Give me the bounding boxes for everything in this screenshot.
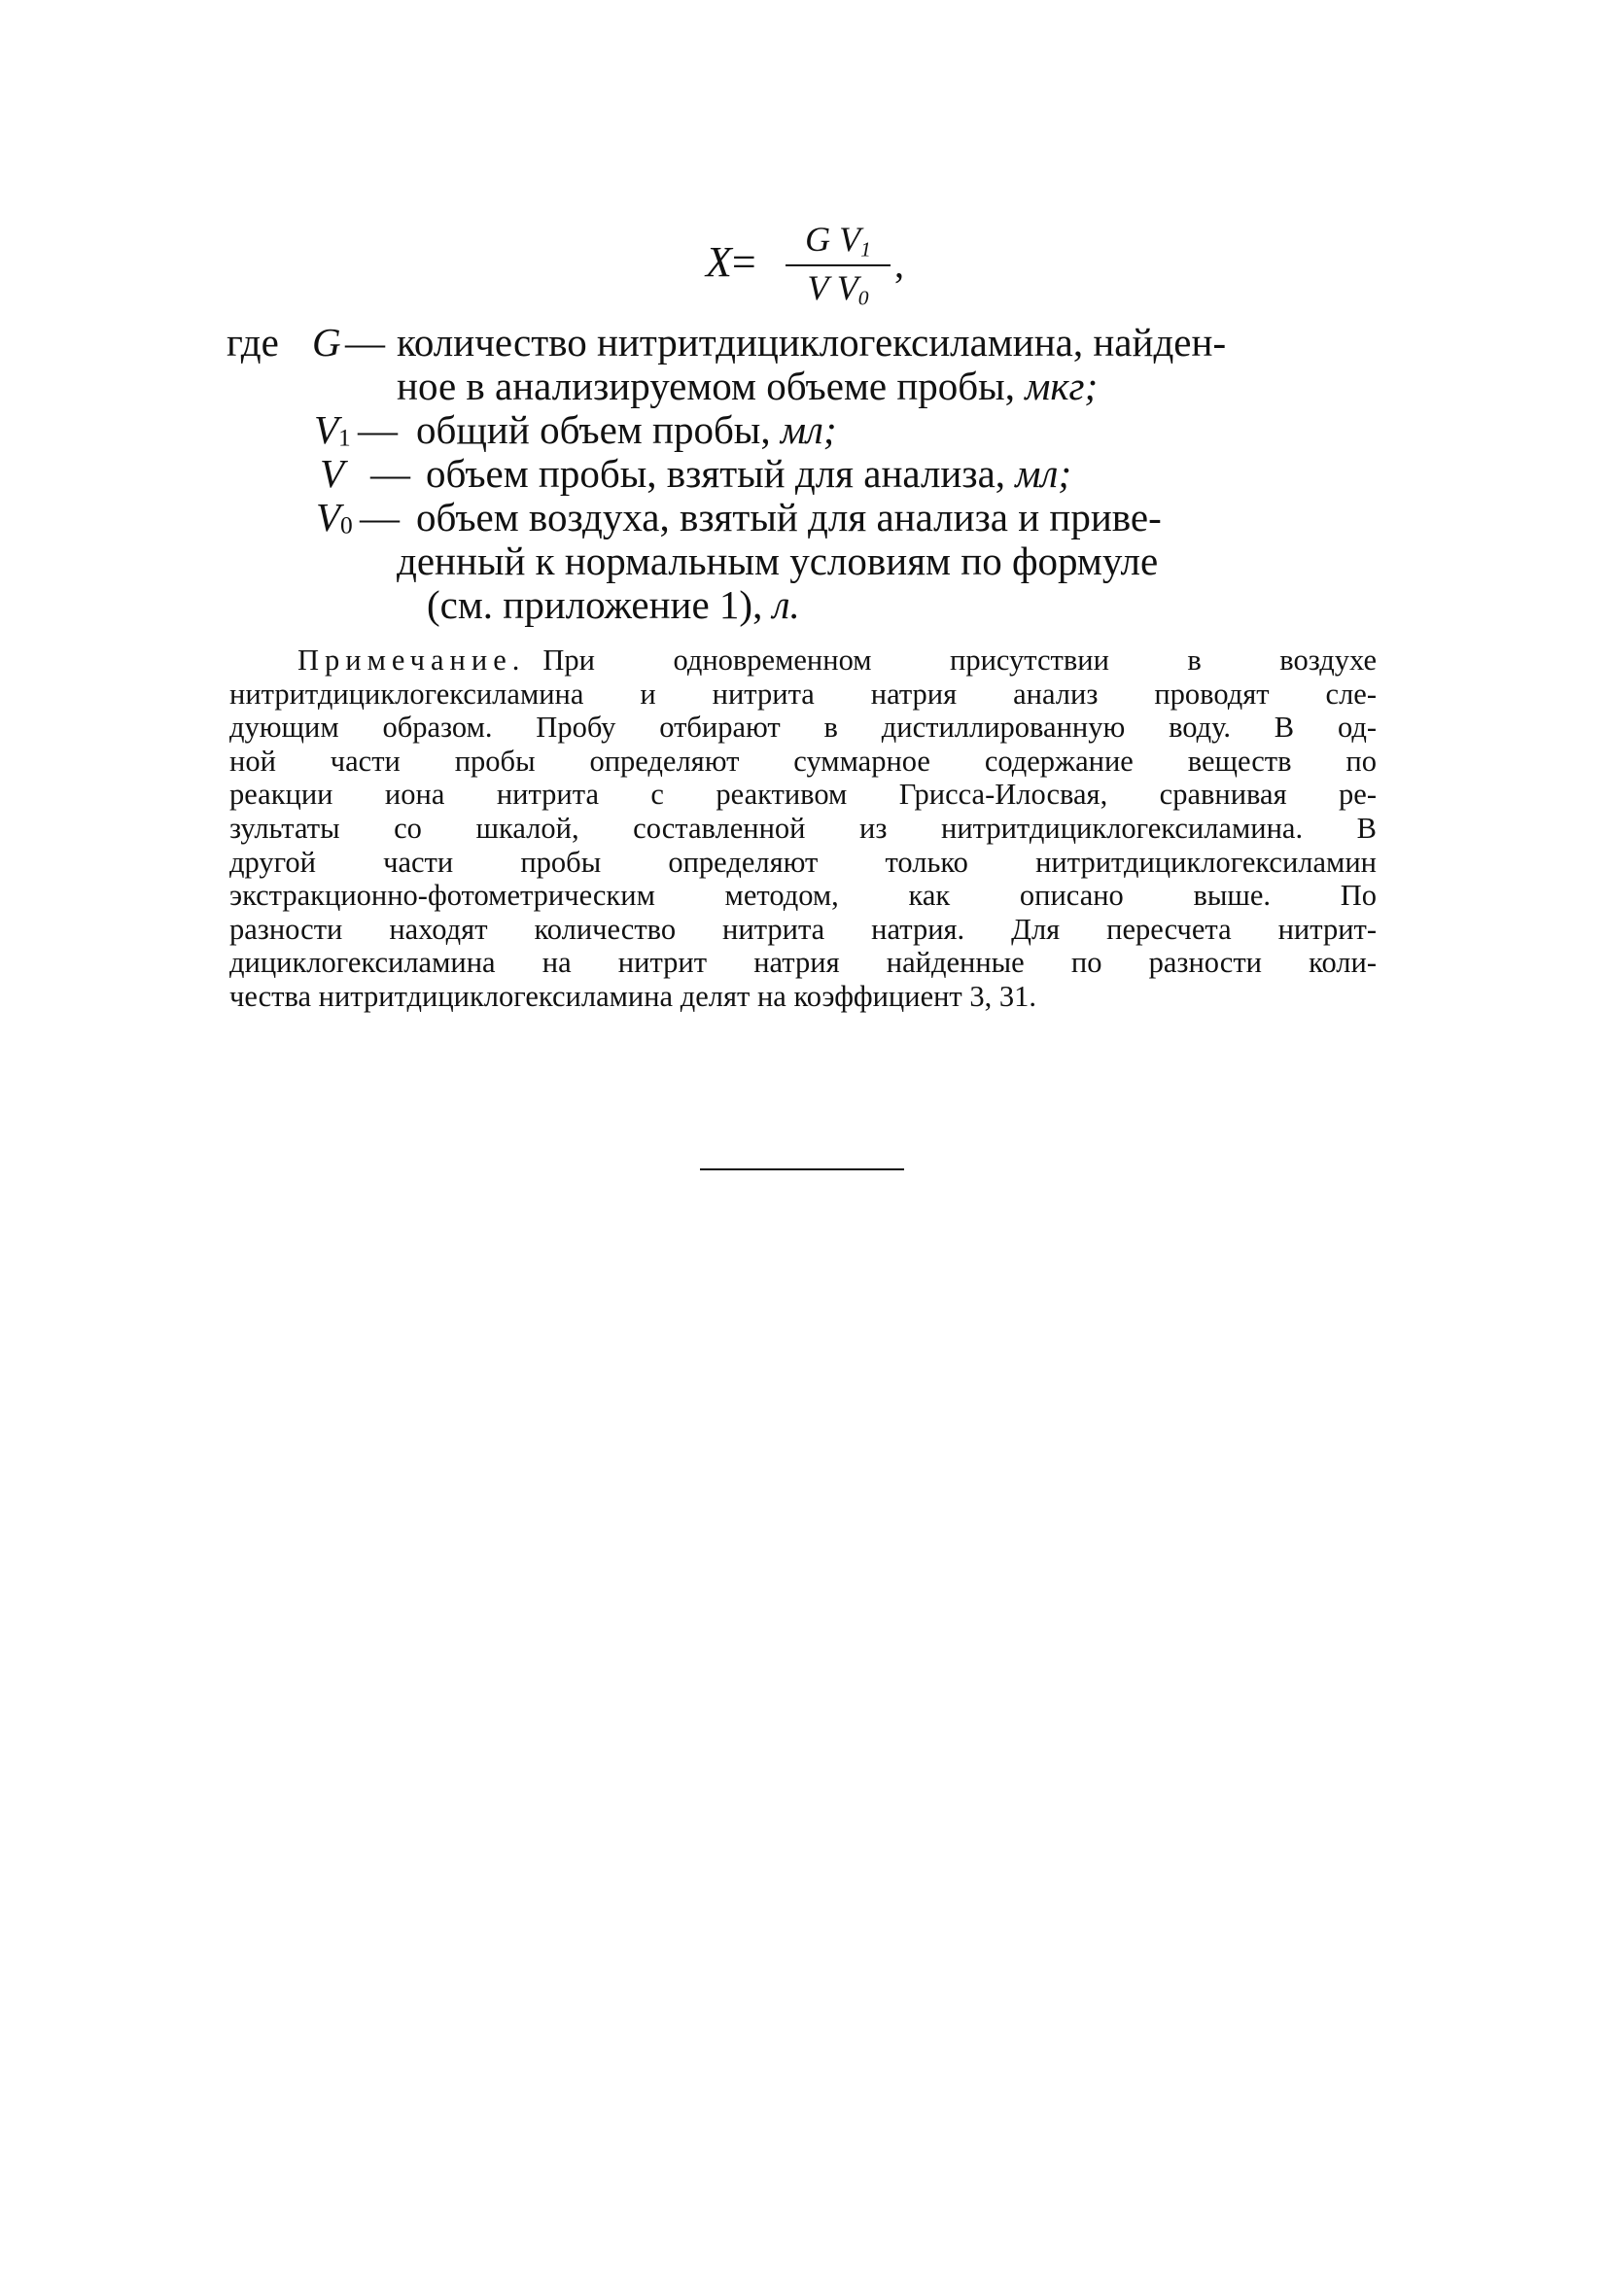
definition-dash: — bbox=[370, 451, 410, 496]
note-line: нитритдициклогексиламина и нитрита натрия анализ проводят сле- bbox=[229, 677, 1377, 711]
note-line: зультаты со шкалой, составленной из нитритдициклогексиламина. В bbox=[229, 811, 1377, 845]
definition-dash: — bbox=[360, 495, 400, 539]
definition-text: денный к нормальным условиям по формуле bbox=[397, 539, 1159, 583]
note-line: дующим образом. Пробу отбирают в дистиллированную воду. В од- bbox=[229, 711, 1377, 745]
note-line: чества нитритдициклогексиламина делят на коэффициент 3, 31. bbox=[229, 979, 1037, 1013]
note-line: ной части пробы определяют суммарное содержание веществ по bbox=[229, 744, 1377, 778]
formula bbox=[706, 222, 910, 319]
definition-symbol: V bbox=[320, 451, 345, 496]
note-paragraph bbox=[229, 644, 1377, 1014]
definition-symbol: V0 bbox=[316, 495, 353, 539]
note-line: другой части пробы определяют только нитритдициклогексиламин bbox=[229, 845, 1377, 879]
definition-row-continued bbox=[227, 539, 1383, 583]
note-line: реакции иона нитрита с реактивом Грисса-Илосвая, сравнивая ре- bbox=[229, 778, 1377, 812]
definition-text: ное в анализируемом объеме пробы, мкг; bbox=[397, 364, 1099, 408]
definition-unit: мкг; bbox=[1025, 364, 1099, 408]
definition-row-continued bbox=[227, 365, 1383, 408]
formula-fraction bbox=[782, 222, 894, 319]
definition-text: общий объем пробы, мл; bbox=[416, 407, 837, 452]
definition-row bbox=[227, 452, 1383, 496]
definition-symbol: G bbox=[312, 320, 341, 365]
note-line: разности находят количество нитрита натрия. Для пересчета нитрит- bbox=[229, 912, 1377, 946]
fraction-bar bbox=[786, 264, 891, 266]
definition-text: (см. приложение 1), л. bbox=[427, 582, 800, 627]
formula-denominator: V $V_0$ bbox=[807, 268, 869, 310]
note-heading: Примечание. bbox=[297, 644, 526, 677]
definition-symbol: V1 bbox=[314, 407, 351, 452]
definition-row-continued bbox=[227, 583, 1383, 627]
definition-text: объем пробы, взятый для анализа, мл; bbox=[426, 451, 1071, 496]
definition-dash: — bbox=[345, 320, 385, 365]
where-word: где bbox=[227, 320, 279, 365]
definition-row bbox=[227, 408, 1383, 452]
definition-row bbox=[227, 496, 1383, 539]
definition-dash: — bbox=[358, 407, 398, 452]
formula-numerator: G $V_1$ bbox=[805, 220, 871, 261]
note-line: экстракционно-фотометрическим методом, как описано выше. По bbox=[229, 879, 1377, 913]
note-line-text: При одновременном присутствии в воздухе bbox=[542, 644, 1377, 677]
note-line bbox=[229, 644, 1377, 678]
definition-unit: мл; bbox=[1015, 451, 1071, 496]
formula-lhs: X= bbox=[706, 238, 756, 286]
definition-row bbox=[227, 321, 1383, 365]
definition-text: объем воздуха, взятый для анализа и приве- bbox=[416, 495, 1162, 539]
section-end-rule bbox=[700, 1168, 904, 1170]
definition-text: количество нитритдициклогексиламина, найден- bbox=[397, 320, 1227, 365]
formula-comma: , bbox=[894, 242, 904, 286]
variable-definitions bbox=[227, 321, 1383, 627]
definition-unit: мл; bbox=[780, 407, 837, 452]
definition-unit: л. bbox=[772, 582, 800, 627]
note-line: дициклогексиламина на нитрит натрия найденные по разности коли- bbox=[229, 946, 1377, 980]
